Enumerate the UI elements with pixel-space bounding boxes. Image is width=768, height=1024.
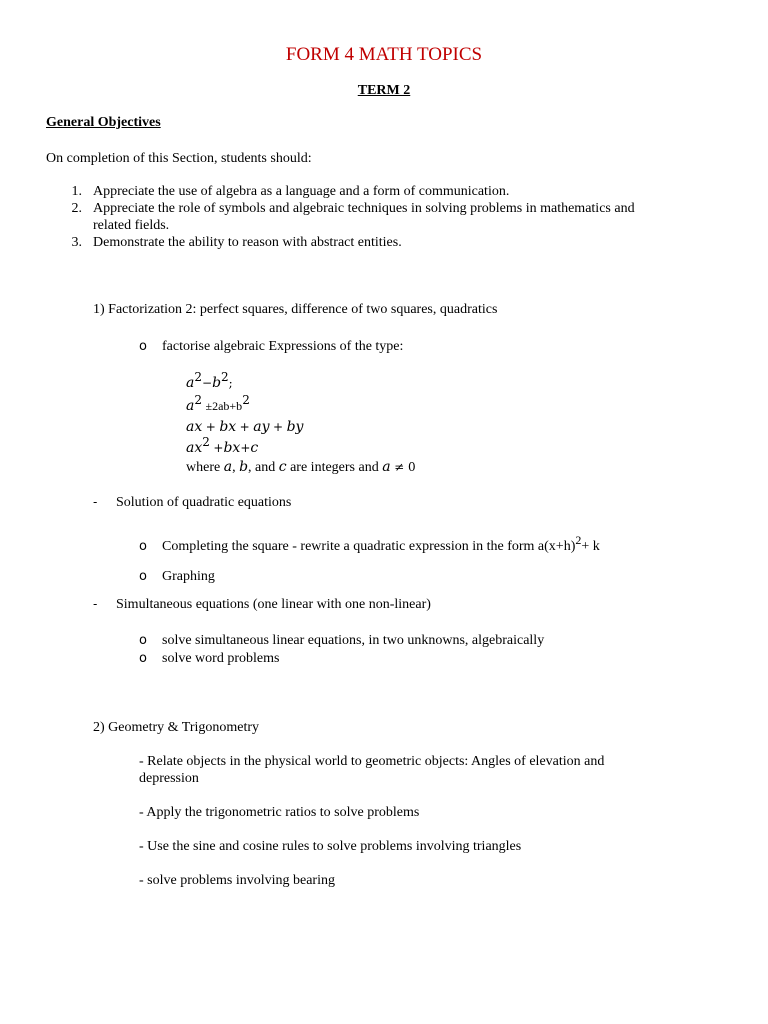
expression-difference-of-squares: $a^2-b^2$;: [186, 370, 233, 391]
bullet-marker: o: [139, 633, 147, 648]
objective-number: 2.: [71, 201, 82, 216]
objective-number: 3.: [71, 235, 82, 250]
are-integers-text: are integers and: [290, 460, 379, 475]
geometry-item: - Apply the trigonometric ratios to solve problems: [139, 805, 420, 820]
dash-marker: -: [93, 597, 98, 611]
completing-square-bullet: Completing the square - rewrite a quadratic expression in the form $a(x+h)^2+ k$: [162, 533, 600, 554]
geometry-item: - solve problems involving bearing: [139, 873, 335, 888]
term-heading: TERM 2: [357, 83, 411, 98]
intro-text: On completion of this Section, students should:: [46, 151, 312, 166]
bullet-marker: o: [139, 651, 147, 666]
quadratic-equations-heading: Solution of quadratic equations: [116, 495, 292, 510]
objective-text-continued: related fields.: [93, 218, 170, 233]
comma-text: ,: [232, 460, 236, 475]
objective-text: Demonstrate the ability to reason with abstract entities.: [93, 235, 402, 250]
graphing-bullet: Graphing: [162, 569, 215, 584]
geometry-item: - Relate objects in the physical world to geometric objects: Angles of elevation and: [139, 754, 605, 769]
linear-equations-bullet: solve simultaneous linear equations, in two unknowns, algebraically: [162, 633, 545, 648]
factorise-bullet: factorise algebraic Expressions of the type:: [162, 339, 404, 354]
topic2-heading: 2) Geometry & Trigonometry: [93, 720, 260, 735]
objective-text: Appreciate the use of algebra as a language and a form of communication.: [93, 184, 510, 199]
bullet-marker: o: [139, 569, 147, 584]
expression-grouping: ax + bx + ay + by: [186, 419, 304, 435]
where-text: where: [186, 460, 221, 475]
word-problems-bullet: solve word problems: [162, 651, 280, 666]
page-title: FORM 4 MATH TOPICS: [285, 44, 483, 65]
expression-conditions: where a, b, and c are integers and a ≠ 0: [186, 459, 416, 475]
geometry-item-continued: depression: [139, 771, 199, 786]
geometry-item: - Use the sine and cosine rules to solve problems involving triangles: [139, 839, 522, 854]
simultaneous-equations-heading: Simultaneous equations (one linear with one non-linear): [116, 597, 431, 612]
objectives-heading: General Objectives: [46, 115, 161, 130]
bullet-marker: o: [139, 339, 147, 354]
bullet-marker: o: [139, 539, 147, 554]
objective-text: Appreciate the role of symbols and algebraic techniques in solving problems in mathematics and: [93, 201, 635, 216]
topic1-heading: 1) Factorization 2: perfect squares, difference of two squares, quadratics: [93, 302, 498, 317]
expression-perfect-square: $a^2 \pm 2ab+b^2$: [186, 393, 250, 414]
not-zero-text: ≠ 0: [394, 460, 416, 474]
and-text: , and: [248, 460, 276, 475]
objective-number: 1.: [71, 184, 82, 199]
expression-quadratic: $ax^2 +bx+c$: [186, 435, 259, 456]
dash-marker: -: [93, 495, 98, 509]
